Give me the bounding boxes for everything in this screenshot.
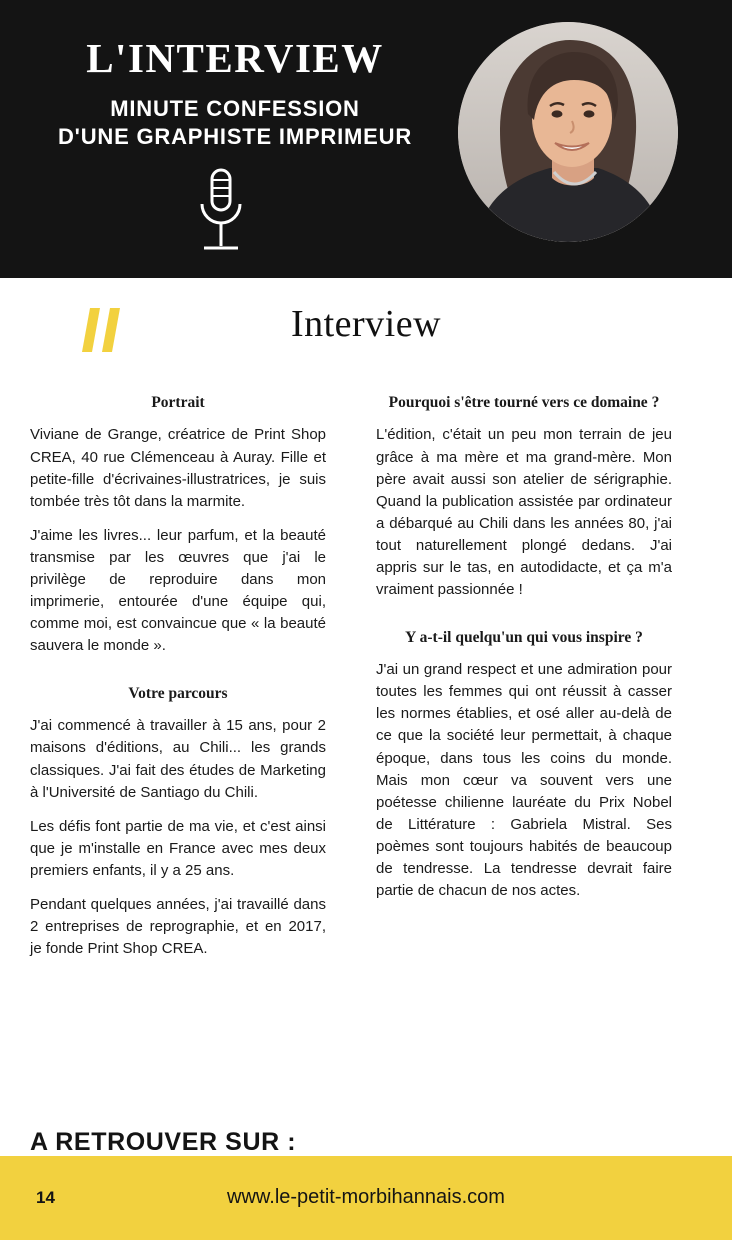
page-title: L'INTERVIEW bbox=[86, 35, 384, 81]
right-paragraph-1: L'édition, c'était un peu mon terrain de jeu grâce à ma mère et ma grand-mère. Mon père avait aussi son atelier de sérigraphie. Quand la publication assistée par ordinateur a débarqué au Chili dans les années 80, j'ai tout naturellement plongé dedans. J'ai appris sur le tas, en autodidacte, et ça m'a vraiment passionnée ! bbox=[376, 426, 672, 598]
left-paragraph-2: J'aime les livres... leur parfum, et la beauté transmise par les œuvres que j'ai le privilège de reproduire dans mon imprimerie, entourée d'une équipe qui, comme moi, est convaincue que « la beauté sauvera le monde ». bbox=[30, 526, 326, 654]
microphone-icon bbox=[188, 168, 254, 260]
footer-label: A RETROUVER SUR : bbox=[30, 1128, 297, 1156]
page-header bbox=[0, 0, 732, 278]
left-heading-parcours: Votre parcours bbox=[128, 684, 228, 702]
right-paragraph-2: J'ai un grand respect et une admiration pour toutes les femmes qui ont réussit à casser les normes établies, et osé aller au-delà de ce que la société leur permettait, à chaque époque, dans tous les coins du monde. Mais mon cœur va souvent vers une poétesse chilienne lauréate du Prix Nobel de Littérature : Gabriela Mistral. Ses poèmes sont toujours habités de beaucoup de tendresse. La tendresse devrait faire partie de chacun de nos actes. bbox=[376, 661, 672, 899]
right-column bbox=[376, 392, 672, 914]
header-subtitle-line-1: MINUTE CONFESSION bbox=[110, 96, 360, 121]
left-paragraph-1: Viviane de Grange, créatrice de Print Shop CREA, 40 rue Clémenceau à Auray. Fille et petite-fille d'écrivaines-illustratrices, je suis tombée très tôt dans la marmite. bbox=[30, 426, 326, 510]
footer-url[interactable]: www.le-petit-morbihannais.com bbox=[227, 1186, 505, 1208]
left-heading-portrait: Portrait bbox=[151, 394, 205, 411]
left-paragraph-3: J'ai commencé à travailler à 15 ans, pour 2 maisons d'éditions, au Chili... les grands classiques. J'ai fait des études de Marketing à l'Université de Santiago du Chili. bbox=[30, 717, 326, 801]
right-heading-inspire: Y a-t-il quelqu'un qui vous inspire ? bbox=[405, 628, 643, 646]
header-title-block bbox=[0, 35, 470, 150]
left-paragraph-5: Pendant quelques années, j'ai travaillé dans 2 entreprises de reprographie, et en 2017, je fonde Print Shop CREA. bbox=[30, 895, 326, 957]
header-subtitle-line-2: D'UNE GRAPHISTE IMPRIMEUR bbox=[57, 123, 413, 149]
section-title: Interview bbox=[290, 303, 442, 345]
right-heading-domaine: Pourquoi s'être tourné vers ce domaine ? bbox=[388, 394, 660, 411]
avatar bbox=[458, 22, 678, 242]
left-paragraph-4: Les défis font partie de ma vie, et c'est ainsi que je m'installe en France avec mes deux premiers enfants, il y a 25 ans. bbox=[30, 817, 326, 879]
page-number: 14 bbox=[36, 1188, 55, 1207]
left-column bbox=[30, 392, 326, 972]
